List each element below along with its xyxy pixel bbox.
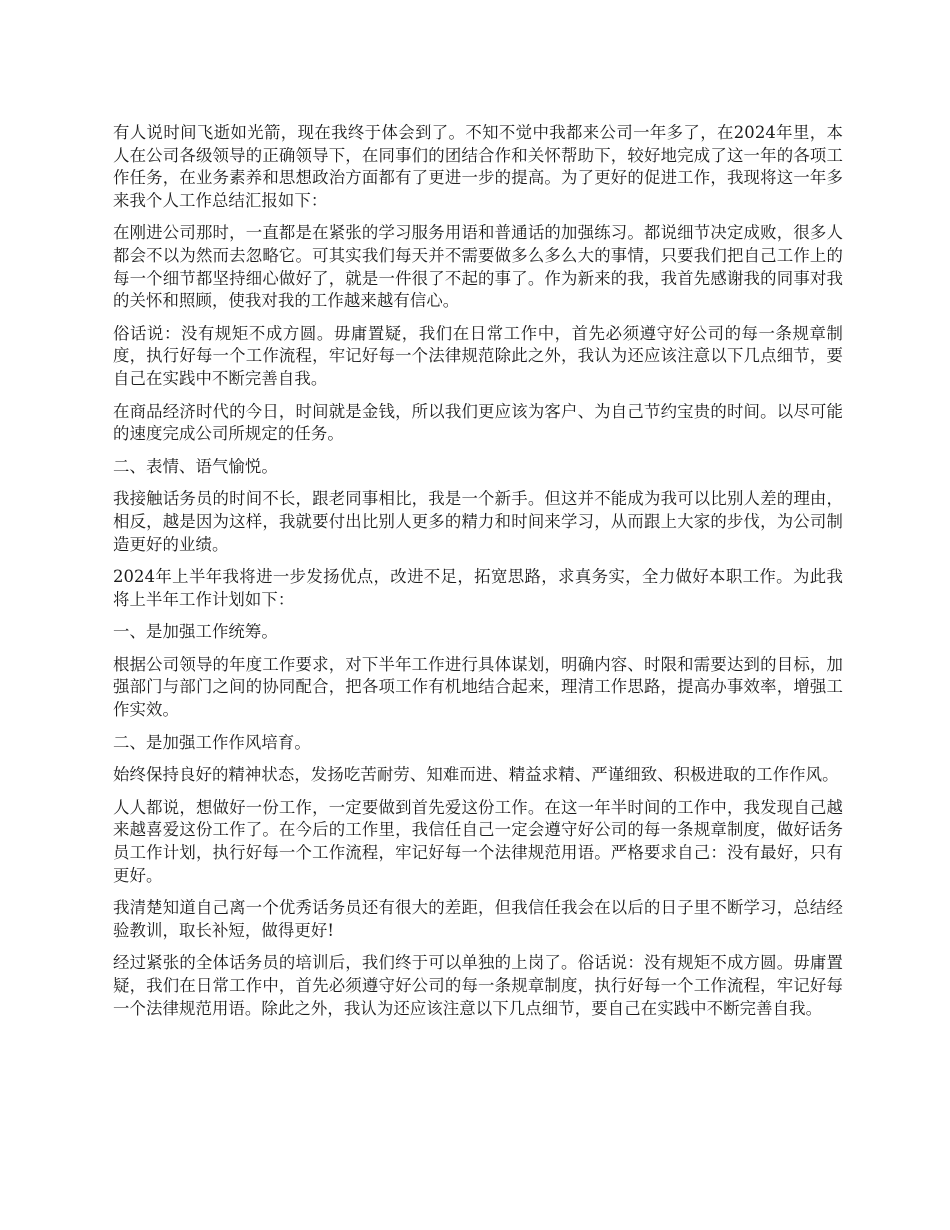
paragraph-heading-work-style: 二、是加强工作作风培育。 xyxy=(113,732,311,752)
paragraph-rules: 俗话说：没有规矩不成方圆。毋庸置疑，我们在日常工作中，首先必须遵守好公司的每一条规章制度，执行好每一个工作流程，牢记好每一个法律规范除此之外，我认为还应该注意以下几点细节，要自己在实践中不断完善自我。 xyxy=(113,323,843,388)
document-body xyxy=(113,122,843,1030)
paragraph-love-work: 人人都说，想做好一份工作，一定要做到首先爱这份工作。在这一年半时间的工作中，我发现自己越来越喜爱这份工作了。在今后的工作里，我信任自己一定会遵守好公司的每一条规章制度，做好话务员工作计划，执行好每一个工作流程，牢记好每一个法律规范用语。严格要求自己：没有最好，只有更好。 xyxy=(113,797,843,885)
paragraph-early-days: 在刚进公司那时，一直都是在紧张的学习服务用语和普通话的加强练习。都说细节决定成败，很多人都会不以为然而去忽略它。可其实我们每天并不需要做多么多么大的事情，只要我们把自己工作上的每一个细节都坚持细心做好了，就是一件很了不起的事了。作为新来的我，我首先感谢我的同事对我的关怀和照顾，使我对我的工作越来越有信心。 xyxy=(113,223,843,311)
paragraph-gap: 我清楚知道自己离一个优秀话务员还有很大的差距，但我信任我会在以后的日子里不断学习，总结经验教训，取长补短，做得更好! xyxy=(113,898,843,940)
paragraph-newcomer: 我接触话务员的时间不长，跟老同事相比，我是一个新手。但这并不能成为我可以比别人差的理由，相反，越是因为这样，我就要付出比别人更多的精力和时间来学习，从而跟上大家的步伐，为公司制造更好的业绩。 xyxy=(113,489,843,554)
paragraph-time-is-money: 在商品经济时代的今日，时间就是金钱，所以我们更应该为客户、为自己节约宝贵的时间。以尽可能的速度完成公司所规定的任务。 xyxy=(113,401,843,444)
paragraph-work-style: 始终保持良好的精神状态，发扬吃苦耐劳、知难而进、精益求精、严谨细致、积极进取的工作作风。 xyxy=(113,765,839,785)
paragraph-intro: 有人说时间飞逝如光箭，现在我终于体会到了。不知不觉中我都来公司一年多了，在2024年里，本人在公司各级领导的正确领导下，在同事们的团结合作和关怀帮助下，较好地完成了这一年的各项工作任务，在业务素养和思想政治方面都有了更进一步的提高。为了更好的促进工作，我现将这一年多来我个人工作总结汇报如下： xyxy=(113,123,843,210)
paragraph-coordination: 根据公司领导的年度工作要求，对下半年工作进行具体谋划，明确内容、时限和需要达到的目标，加强部门与部门之间的协同配合，把各项工作有机地结合起来，理清工作思路，提高办事效率，增强工作实效。 xyxy=(113,654,843,720)
paragraph-heading-coordination: 一、是加强工作统筹。 xyxy=(113,622,278,642)
paragraph-plan-intro: 2024年上半年我将进一步发扬优点，改进不足，拓宽思路，求真务实，全力做好本职工作。为此我将上半年工作计划如下： xyxy=(113,567,843,609)
paragraph-training: 经过紧张的全体话务员的培训后，我们终于可以单独的上岗了。俗话说：没有规矩不成方圆。毋庸置疑，我们在日常工作中，首先必须遵守好公司的每一条规章制度，执行好每一个工作流程，牢记好每一个法律规范用语。除此之外，我认为还应该注意以下几点细节，要自己在实践中不断完善自我。 xyxy=(113,953,843,1018)
paragraph-heading-expression: 二、表情、语气愉悦。 xyxy=(113,456,278,476)
